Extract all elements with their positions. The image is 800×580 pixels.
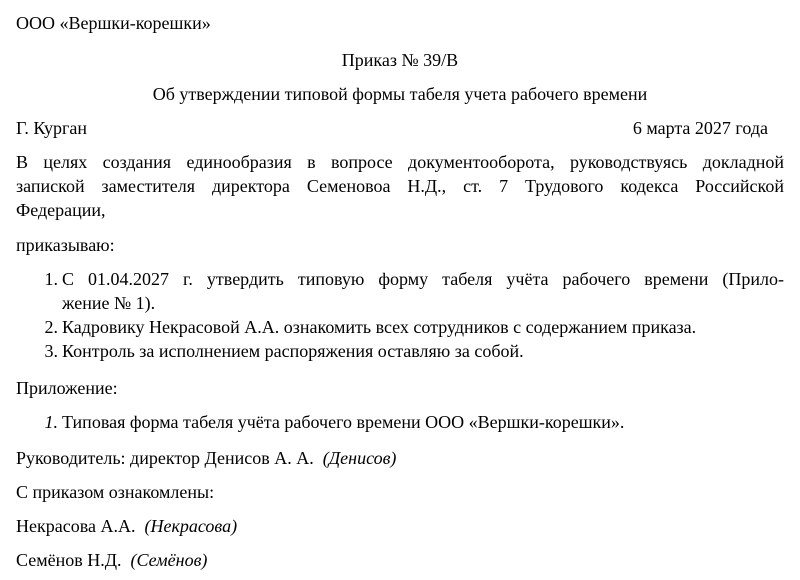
- list-item-number: 3.: [44, 341, 58, 361]
- list-item-number: 1.: [44, 412, 58, 432]
- order-subject: Об утверждении типовой формы табеля учета рабочего времени: [152, 84, 648, 104]
- signer-name: Некрасова А.А.: [16, 516, 136, 536]
- preamble-line: Федерации,: [16, 200, 106, 220]
- order-items-list: [16, 267, 784, 363]
- list-item: [16, 339, 784, 363]
- signer-signature: (Семёнов): [126, 550, 208, 570]
- signer-signature: (Некрасова): [139, 516, 238, 536]
- list-item-text: Контроль за исполнением распоряжения оставляю за собой.: [62, 341, 524, 361]
- appendix-heading: Приложение:: [16, 378, 118, 398]
- head-signature: (Денисов): [318, 448, 397, 468]
- order-meta-row: [16, 117, 768, 139]
- order-word: приказываю:: [16, 235, 115, 255]
- list-item-number: 1.: [44, 269, 58, 289]
- list-item: [16, 410, 784, 434]
- preamble-line: запиской заместителя директора Семеновоа Н.Д., ст. 7 Трудового кодекса Российской: [16, 176, 784, 196]
- preamble-line: В целях создания единообразия в вопросе документооборота, руководствуясь докладной: [16, 152, 784, 172]
- list-item-text: Типовая форма табеля учёта рабочего времени ООО «Вершки-корешки».: [62, 412, 625, 432]
- list-item: [16, 315, 784, 339]
- acquainted-label: С приказом ознакомлены:: [16, 482, 215, 502]
- order-title: Приказ № 39/В: [341, 50, 459, 70]
- order-city: Г. Курган: [16, 118, 88, 138]
- signature-row: [16, 515, 237, 537]
- head-signature-row: [16, 447, 396, 469]
- signer-name: Семёнов Н.Д.: [16, 550, 122, 570]
- signature-row: [16, 549, 207, 571]
- head-signature-label: Руководитель: директор Денисов А. А.: [16, 448, 314, 468]
- list-item-line: жение № 1).: [62, 293, 156, 313]
- preamble: [16, 150, 784, 222]
- order-date: 6 марта 2027 года: [632, 118, 768, 138]
- organization-name: ООО «Вершки-корешки»: [16, 13, 211, 33]
- appendix-list: [16, 410, 784, 434]
- list-item-line: С 01.04.2027 г. утвердить типовую форму табеля учёта рабочего времени (Прило-: [62, 269, 784, 289]
- document-page: [16, 0, 784, 580]
- list-item-text: [62, 267, 784, 315]
- list-item: [16, 267, 784, 315]
- list-item-text: Кадровику Некрасовой А.А. ознакомить всех сотрудников с содержанием приказа.: [62, 317, 697, 337]
- list-item-number: 2.: [44, 317, 58, 337]
